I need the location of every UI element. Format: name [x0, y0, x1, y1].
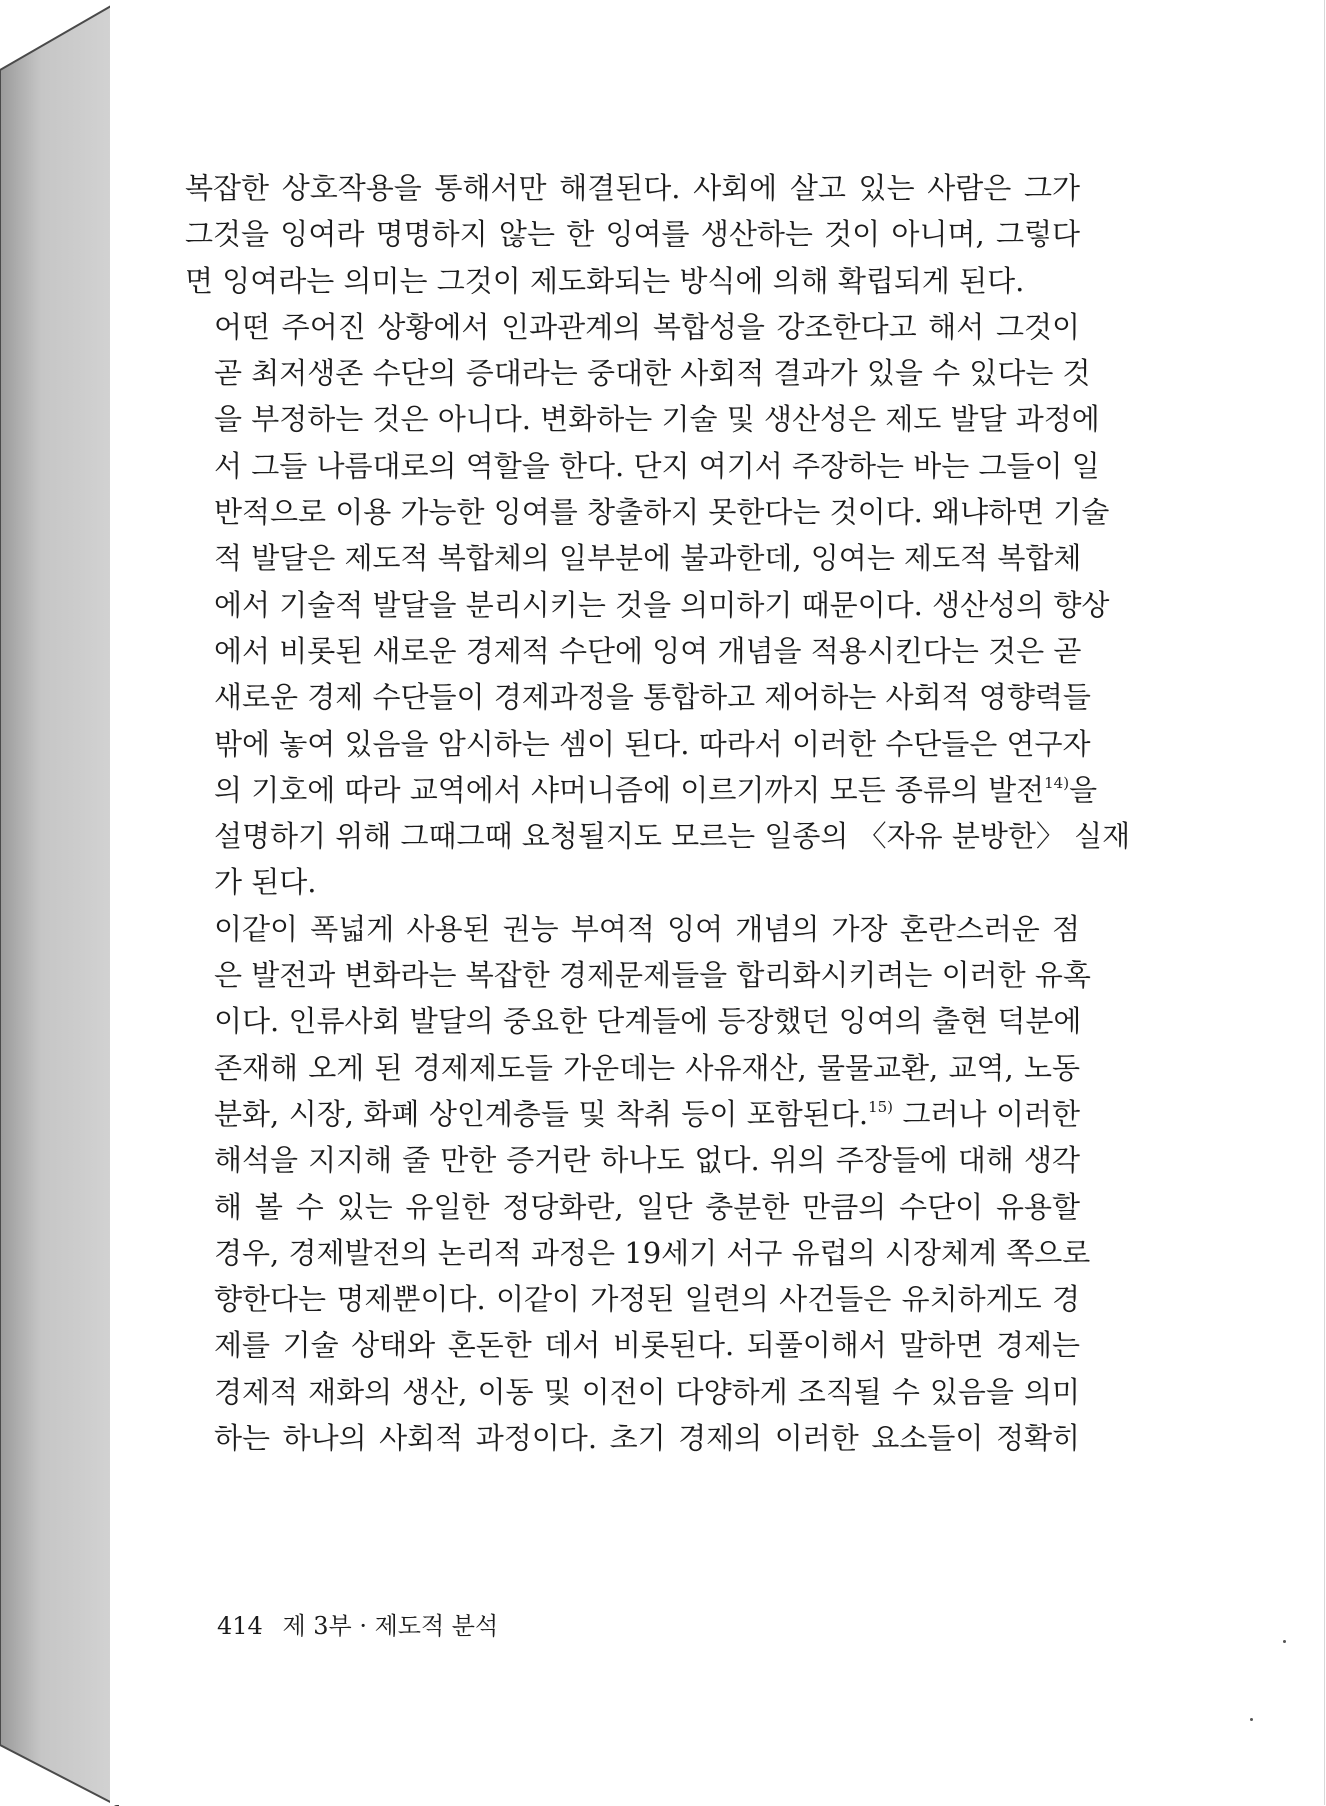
text-line: 면 잉여라는 의미는 그것이 제도화되는 방식에 의해 확립되게 된다. [185, 263, 1025, 298]
text-line: 반적으로 이용 가능한 잉여를 창출하지 못한다는 것이다. 왜냐하면 기술 [214, 495, 1110, 530]
text-line: 경우, 경제발전의 논리적 과정은 19세기 서구 유럽의 시장체계 쪽으로 [214, 1235, 1091, 1270]
text-line: 어떤 주어진 상황에서 인과관계의 복합성을 강조한다고 해서 그것이 [214, 309, 1080, 344]
text-segment: 그러나 이러한 [893, 1096, 1080, 1131]
text-line: 제를 기술 상태와 혼돈한 데서 비롯된다. 되풀이해서 말하면 경제는 [214, 1328, 1080, 1363]
text-segment: 을 [1069, 772, 1098, 807]
text-line: 곧 최저생존 수단의 증대라는 중대한 사회적 결과가 있을 수 있다는 것 [214, 356, 1091, 391]
text-line: 존재해 오게 된 경제제도들 가운데는 사유재산, 물물교환, 교역, 노동 [214, 1050, 1080, 1085]
text-line: 서 그들 나름대로의 역할을 한다. 단지 여기서 주장하는 바는 그들이 일 [214, 448, 1100, 483]
body-text [185, 165, 1131, 1461]
text-line: 밖에 놓여 있음을 암시하는 셈이 된다. 따라서 이러한 수단들은 연구자 [214, 726, 1091, 761]
text-line: 이다. 인류사회 발달의 중요한 단계들에 등장했던 잉여의 출현 덕분에 [214, 1004, 1082, 1039]
text-line: 경제적 재화의 생산, 이동 및 이전이 다양하게 조직될 수 있음을 의미 [214, 1374, 1080, 1409]
text-segment: 분화, 시장, 화폐 상인계층들 및 착취 등이 포함된다. [214, 1096, 869, 1131]
text-line: 해 볼 수 있는 유일한 정당화란, 일단 충분한 만큼의 수단이 유용할 [214, 1189, 1080, 1224]
text-line: 새로운 경제 수단들이 경제과정을 통합하고 제어하는 사회적 영향력들 [214, 680, 1091, 715]
text-line: 에서 기술적 발달을 분리시키는 것을 의미하기 때문이다. 생산성의 향상 [214, 587, 1110, 622]
text-line: 향한다는 명제뿐이다. 이같이 가정된 일련의 사건들은 유치하게도 경 [214, 1282, 1080, 1317]
text-segment: 의 기호에 따라 교역에서 샤머니즘에 이르기까지 모든 종류의 발전 [214, 772, 1045, 807]
paragraph [185, 906, 1091, 1462]
text-line [185, 1091, 1080, 1137]
footnote-ref: 14) [1044, 773, 1070, 792]
section-title: 제 3부 · 제도적 분석 [282, 1612, 499, 1640]
speck-mark [1283, 1640, 1286, 1643]
text-line: 적 발달은 제도적 복합체의 일부분에 불과한데, 잉여는 제도적 복합체 [214, 541, 1082, 576]
page-footer [217, 1606, 498, 1641]
text-line: 이같이 폭넓게 사용된 권능 부여적 잉여 개념의 가장 혼란스러운 점 [214, 911, 1080, 946]
text-line: 설명하기 위해 그때그때 요청될지도 모르는 일종의 〈자유 분방한〉 실재 [214, 819, 1131, 854]
text-line: 에서 비롯된 새로운 경제적 수단에 잉여 개념을 적용시킨다는 것은 곧 [214, 633, 1082, 668]
text-line: 을 부정하는 것은 아니다. 변화하는 기술 및 생산성은 제도 발달 과정에 [214, 402, 1100, 437]
text-line: 그것을 잉여라 명명하지 않는 한 잉여를 생산하는 것이 아니며, 그렇다 [185, 217, 1080, 252]
page-number: 414 [217, 1612, 263, 1640]
paragraph [185, 165, 1080, 304]
footnote-ref: 15) [868, 1097, 894, 1116]
speck-mark [1250, 1718, 1253, 1721]
text-line: 가 된다. [214, 865, 317, 900]
text-line [185, 767, 1098, 813]
text-line: 해석을 지지해 줄 만한 증거란 하나도 없다. 위의 주장들에 대해 생각 [214, 1143, 1080, 1178]
text-line: 하는 하나의 사회적 과정이다. 초기 경제의 이러한 요소들이 정확히 [214, 1421, 1080, 1456]
text-line: 복잡한 상호작용을 통해서만 해결된다. 사회에 살고 있는 사람은 그가 [185, 171, 1080, 205]
paragraph [185, 304, 1131, 906]
text-line: 은 발전과 변화라는 복잡한 경제문제들을 합리화시키려는 이러한 유혹 [214, 958, 1091, 993]
